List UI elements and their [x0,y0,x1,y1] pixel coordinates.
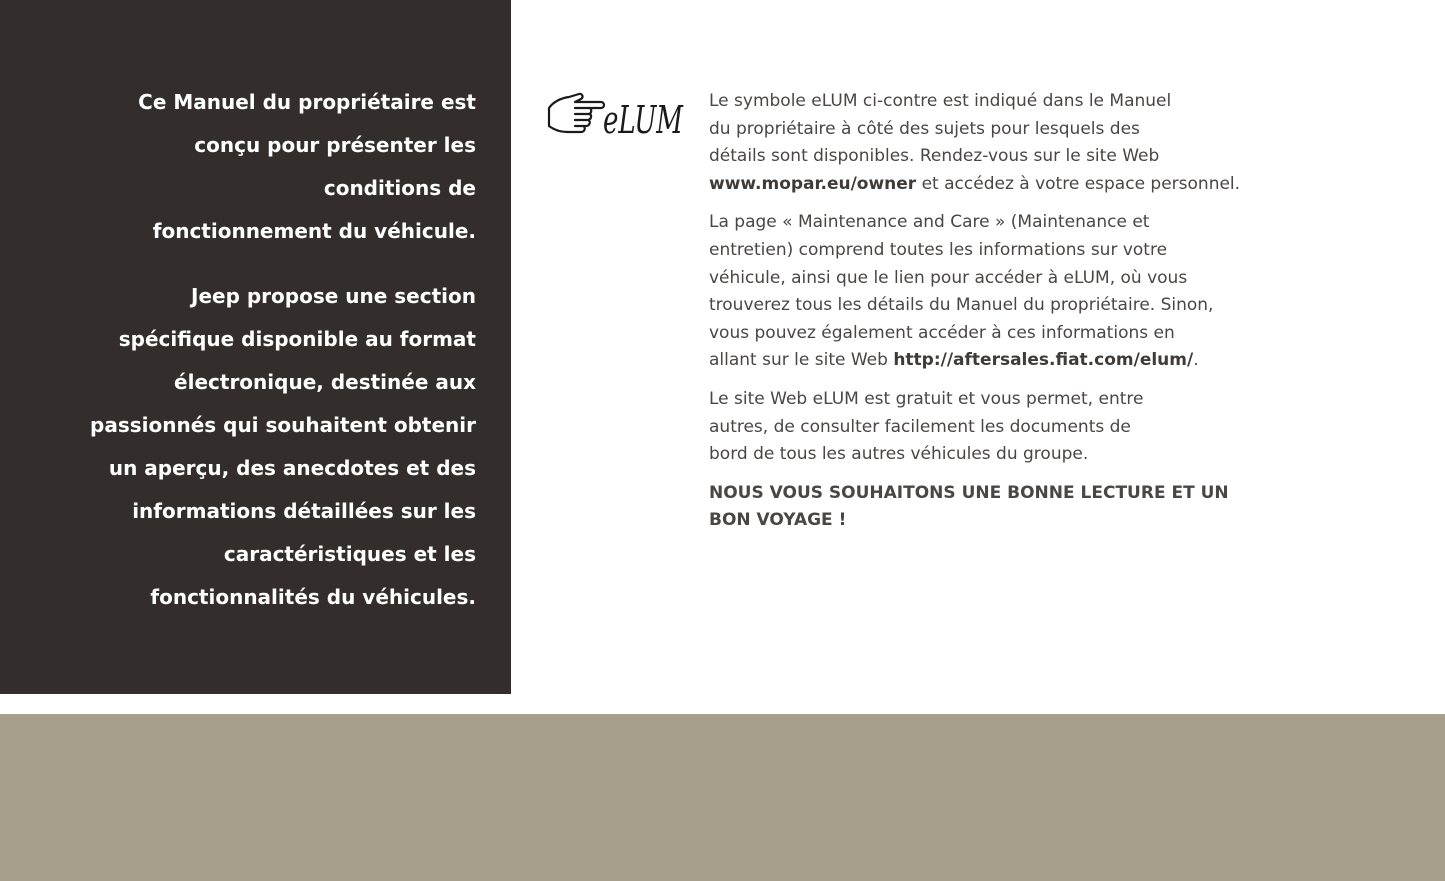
intro-paragraph-2 [16,275,476,619]
text-line: vous pouvez également accéder à ces informations en [709,322,1175,343]
intro-line: informations détaillées sur les [132,499,476,523]
text-fragment: allant sur le site Web [709,350,894,371]
text-line: autres, de consulter facilement les documents de [709,416,1131,437]
text-line: bord de tous les autres véhicules du groupe. [709,444,1089,465]
closing-message [709,480,1409,535]
intro-line: spécifique disponible au format [118,327,476,351]
intro-line: passionnés qui souhaitent obtenir [90,413,476,437]
intro-line: Ce Manuel du propriétaire est [138,90,476,114]
text-fragment: . [1193,350,1199,371]
intro-line: conçu pour présenter les [194,133,476,157]
intro-line: un aperçu, des anecdotes et des [108,456,476,480]
text-fragment: et accédez à votre espace personnel. [916,173,1241,194]
pointing-hand-icon [549,94,604,132]
paragraph-elum-symbol [709,88,1409,198]
intro-line: Jeep propose une section [191,284,476,308]
mopar-link[interactable]: www.mopar.eu/owner [709,173,917,194]
text-line: Le site Web eLUM est gratuit et vous permet, entre [709,388,1144,409]
elum-logo [545,88,685,140]
text-line: La page « Maintenance and Care » (Maintenance et [709,212,1150,233]
text-line: NOUS VOUS SOUHAITONS UNE BONNE LECTURE ET UN [709,482,1229,503]
intro-line: électronique, destinée aux [174,370,476,394]
text-line: véhicule, ainsi que le lien pour accéder à eLUM, où vous [709,267,1188,288]
text-line: trouverez tous les détails du Manuel du propriétaire. Sinon, [709,295,1214,316]
bottom-band [0,714,1445,881]
intro-paragraph-1 [16,81,476,253]
text-line: entretien) comprend toutes les informations sur votre [709,239,1168,260]
aftersales-link[interactable]: http://aftersales.fiat.com/elum/ [893,350,1194,371]
intro-line: fonctionnement du véhicule. [152,219,476,243]
paragraph-maintenance [709,209,1409,375]
paragraph-elum-website [709,386,1409,469]
intro-panel [0,0,511,694]
intro-line: caractéristiques et les [223,542,476,566]
text-line [709,171,1409,199]
main-content [709,88,1409,546]
intro-line: fonctionnalités du véhicules. [150,585,476,609]
text-line: BON VOYAGE ! [709,510,847,531]
text-line: du propriétaire à côté des sujets pour lesquels des [709,118,1140,139]
elum-logo-text: eLUM [603,98,684,142]
text-line [709,347,1409,375]
text-line: Le symbole eLUM ci-contre est indiqué dans le Manuel [709,91,1172,111]
intro-line: conditions de [323,176,476,200]
text-line: détails sont disponibles. Rendez-vous sur le site Web [709,146,1160,167]
